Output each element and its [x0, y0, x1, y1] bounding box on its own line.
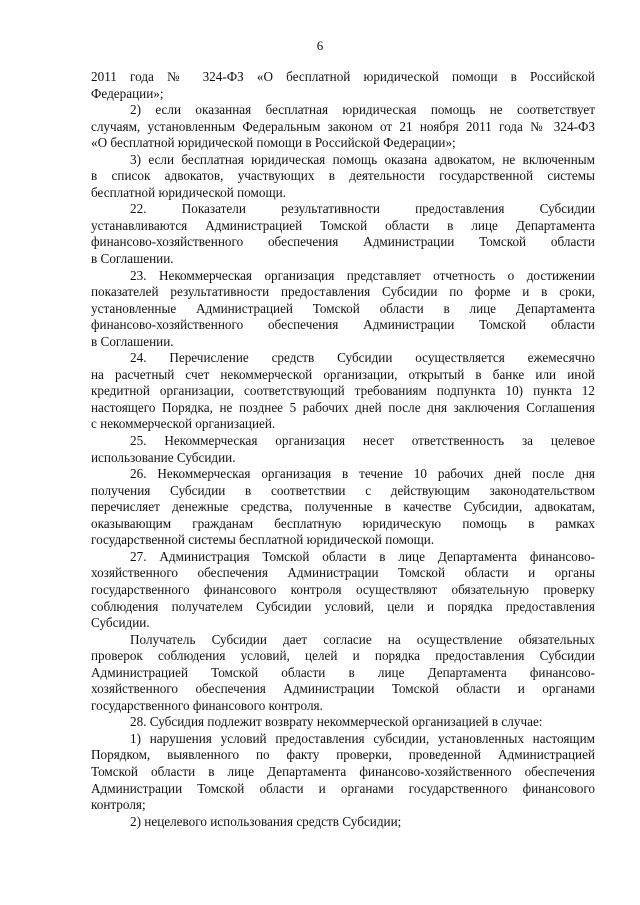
text-line: 27. Администрация Томской области в лице Департамента финансово- — [130, 548, 595, 564]
text-line: 22. Показатели результативности предоставления Субсидии — [130, 201, 595, 217]
text-line: хозяйственного обеспечения Администрации Томской области и органами — [91, 681, 595, 697]
text-line: оказывающим гражданам бесплатную юридическую помощь в рамках — [91, 515, 595, 531]
text-line: финансово-хозяйственного обеспечения Администрации Томской области — [91, 234, 595, 250]
text-line: Получатель Субсидии дает согласие на осуществление обязательных — [130, 631, 595, 647]
text-line: устанавливаются Администрацией Томской области в лице Департамента — [91, 217, 595, 233]
text-line: государственной системы бесплатной юридической помощи. — [91, 532, 435, 548]
text-line: проверок соблюдения условий, целей и порядка предоставления Субсидии — [91, 648, 595, 664]
text-line: Администрацией Томской области в лице Департамента финансово- — [91, 664, 595, 680]
text-line: в Соглашении. — [91, 251, 174, 267]
text-line: Администрации Томской области и органами государственного финансового — [91, 780, 595, 796]
text-line: получения Субсидии в соответствии с действующим законодательством — [91, 482, 595, 498]
text-line: бесплатной юридической помощи. — [91, 184, 286, 200]
text-line: 3) если бесплатная юридическая помощь оказана адвокатом, не включенным — [130, 151, 595, 167]
text-line: в Соглашении. — [91, 333, 174, 349]
text-line: хозяйственного обеспечения Администрации Томской области и органы — [91, 565, 595, 581]
text-line: 2011 года № 324-ФЗ «О бесплатной юридической помощи в Российской — [91, 69, 595, 84]
text-line: Субсидии. — [91, 615, 150, 631]
text-line: 23. Некоммерческая организация представляет отчетность о достижении — [130, 267, 595, 283]
text-line: 24. Перечисление средств Субсидии осуществляется ежемесячно — [130, 350, 595, 366]
text-line: настоящего Порядка, не позднее 5 рабочих дней после дня заключения Соглашения — [91, 399, 595, 415]
text-line: 26. Некоммерческая организация в течение 10 рабочих дней после дня — [130, 466, 595, 482]
text-line: государственного финансового контроля осуществляют обязательную проверку — [91, 581, 595, 597]
text-line: 2) нецелевого использования средств Субсидии; — [130, 813, 402, 829]
text-line: установленные Администрацией Томской области в лице Департамента — [91, 300, 595, 316]
text-line: Федерации»; — [91, 85, 164, 101]
text-line: 28. Субсидия подлежит возврату некоммерческой организацией в случае: — [130, 714, 543, 730]
text-line: показателей результативности предоставления Субсидии по форме и в сроки, — [91, 284, 595, 300]
page-number: 6 — [316, 38, 324, 53]
text-line: 25. Некоммерческая организация несет ответственность за целевое — [130, 433, 595, 449]
text-line: «О бесплатной юридической помощи в Российской Федерации»; — [91, 135, 456, 151]
text-line: случаям, установленным Федеральным законом от 21 ноября 2011 года № 324-ФЗ — [91, 118, 595, 134]
text-line: кредитной организации, соответствующий требованиям подпункта 10) пункта 12 — [91, 383, 595, 399]
text-line: государственного финансового контроля. — [91, 697, 323, 713]
text-line: 1) нарушения условий предоставления субсидии, установленных настоящим — [130, 730, 595, 746]
text-line: соблюдения получателем Субсидии условий, цели и порядка предоставления — [91, 598, 595, 614]
text-line: в список адвокатов, участвующих в деятельности государственной системы — [91, 168, 595, 184]
text-line: контроля; — [91, 797, 146, 813]
text-line: на расчетный счет некоммерческой организации, открытый в банке или иной — [91, 366, 595, 382]
text-line: Томской области в лице Департамента финансово-хозяйственного обеспечения — [91, 763, 595, 779]
text-line: 2) если оказанная бесплатная юридическая помощь не соответствует — [130, 102, 595, 118]
text-line: Порядком, выявленного по факту проверки, проведенной Администрацией — [91, 747, 595, 763]
text-line: с некоммерческой организацией. — [91, 416, 276, 432]
text-line: использование Субсидии. — [91, 449, 236, 465]
text-line: финансово-хозяйственного обеспечения Администрации Томской области — [91, 317, 595, 333]
text-line: перечисляет денежные средства, полученные в качестве Субсидии, адвокатам, — [91, 499, 595, 515]
document-body — [91, 69, 595, 830]
